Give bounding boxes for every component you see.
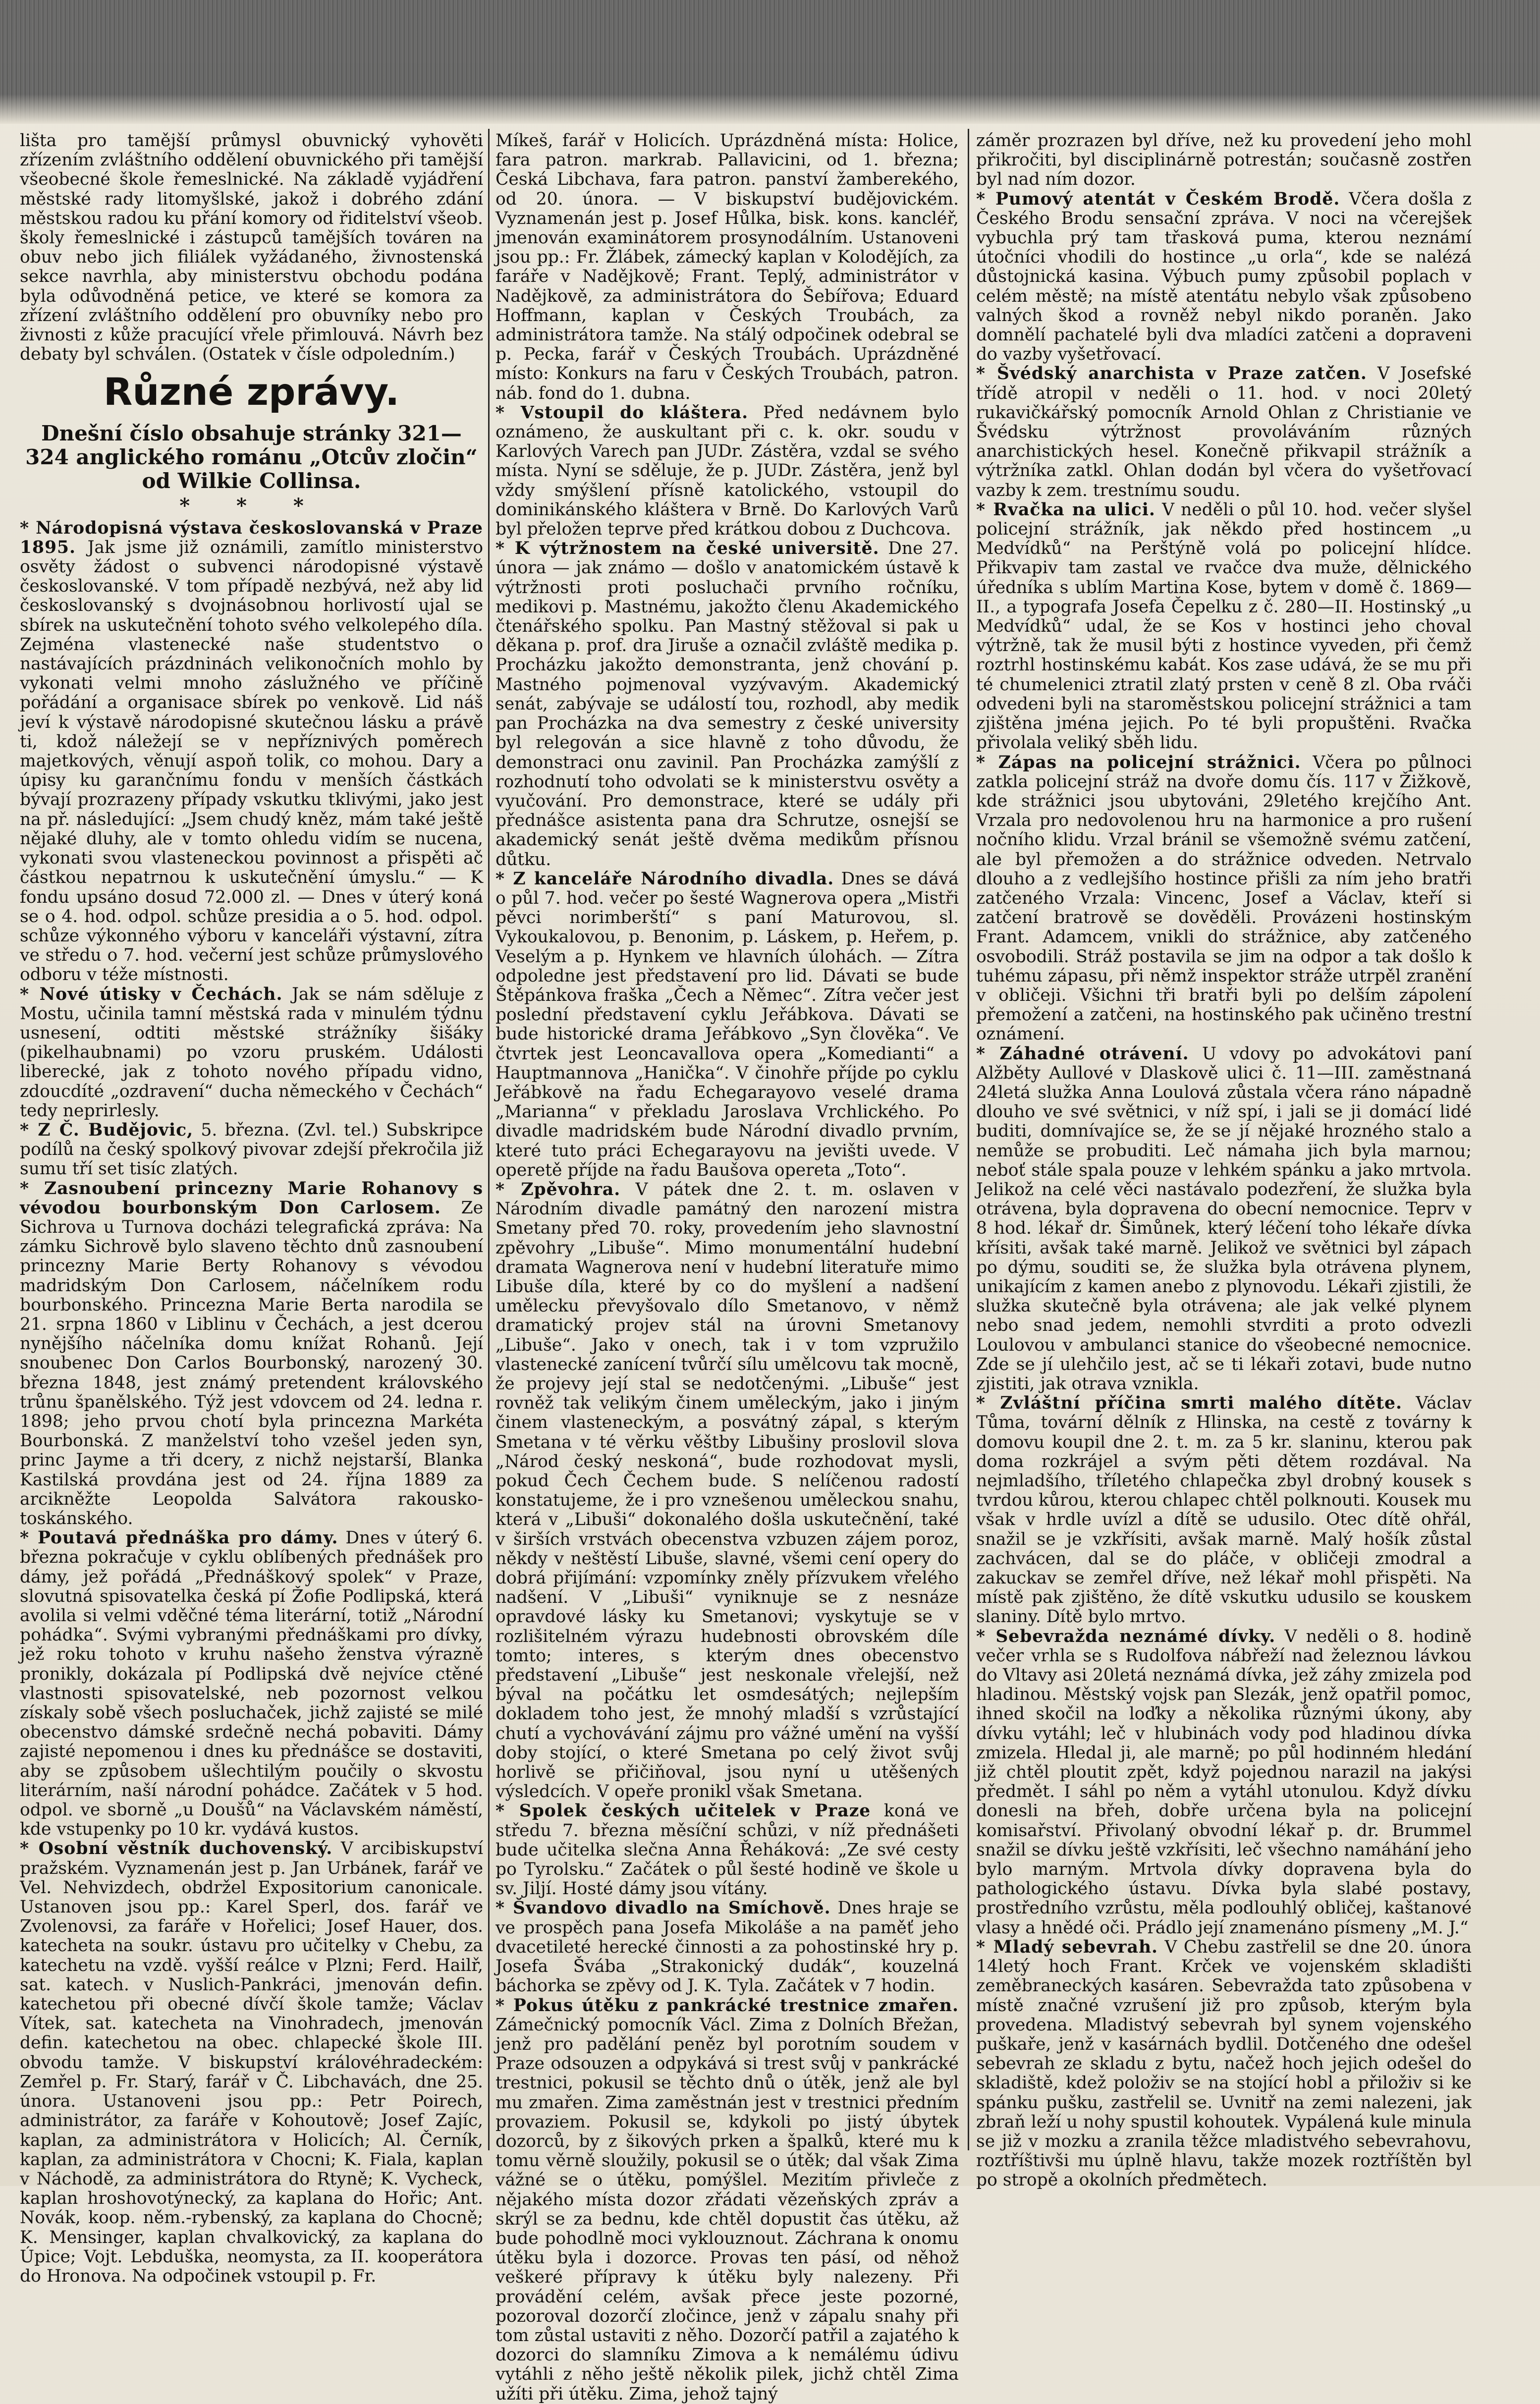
news-headline: * Rvačka na ulici.: [976, 499, 1155, 520]
news-headline: * Nové útisky v Čechách.: [20, 984, 283, 1004]
news-headline: * Z Č. Budějovic,: [20, 1120, 194, 1140]
news-paragraph: [976, 1938, 1472, 2190]
column-left: [20, 131, 483, 2286]
news-text: V arcibiskupství pražském. Vyznamenán jest p. Jan Urbánek, farář ve Vel. Nehvizdech, obdržel Expositorium canonicale. Ustanoven jsou pp.: Karel Sperl, dos. farář ve Zvolenovsi, za faráře v Hořelici; Josef Hauer, dos. katecheta na soukr. ústavu pro učitelky v Chebu, za katechetu na vzdě. vyšší reálce v Plzni; Ferd. Hailř, sat. katech. v Nuslich-Pankráci, jmenován defin. katechetou při obecné dívčí škole tamže; Václav Vítek, sat. katecheta na Vinohradech, jmenován defin. katechetou na obec. chlapecké škole III. obvodu tamže. V biskupství královéhradeckém: Zemřel p. Fr. Starý, farář v Č. Libchavách, dne 25. února. Ustanoveni jsou pp.: Petr Poirech, administrátor, za faráře v Kohoutově; Josef Zajíc, kaplan, za administrátora v Holicích; Al. Černík, kaplan, za administrátora v Chocni; K. Fiala, kaplan v Náchodě, za administrátora do Rtyně; K. Vycheck, kaplan hroshovotýnecký, za kaplana do Hořic; Ant. Novák, koop. něm.-rybenský, za kaplana do Chocně; K. Mensinger, kaplan chvalkovický, za kaplana do Úpice; Vojt. Lebduška, neomysta, za II. kooperátora do Hronova. Na odpočinek vstoupil p. Fr.: [20, 1839, 483, 2286]
news-headline: * Zasnoubení princezny Marie Rohanovy s vévodou bourbonským Don Carlosem.: [20, 1178, 483, 1218]
column-rule: [968, 129, 969, 2150]
news-paragraph: [976, 753, 1472, 1044]
news-text: záměr prozrazen byl dříve, než ku provedení jeho mohl přikročiti, byl disciplinárně potrestán; současně zostřen byl nad ním dozor.: [976, 131, 1472, 190]
news-headline: * Národopisná výstava českoslovanská v Praze 1895.: [20, 518, 483, 557]
news-paragraph: [495, 131, 959, 403]
news-text: Zámečnický pomocník Václ. Zima z Dolních Břežan, jenž pro padělání peněz byl porotním soudem v Praze odsouzen a odpykává si trest svůj v pankrácké trestnici, pokusil se těchto dnů o útěk, jenž ale byl mu zmařen. Zima zaměstnán jest v trestnici předním provaziem. Pokusil se, kdykoli po jistý úbytek dozorců, by z šikových prken a špalků, které mu k tomu věrně sloužily, pokusil se o útěk; dal však Zima vážné se o útěku, pomýšlel. Mezitím přivleče z nějakého místa dozor zřádati vězeňských zpráv a skrýl se za bednu, kde chtěl dopustit čas útěku, až bude pohodlně moci vyklouznout. Záchrana k onomu útěku byla i dozorce. Provas ten pásí, od něhož veškeré přípravy k útěku byly nalezeny. Při provádění celém, avšak přece jeste pozorné, pozoroval dozorčí zločince, jenž v zápalu snahy při tom zůstal ustaviti z něho. Dozorčí patřil a zajatého k dozorci do slamníku Zimova a k nemálému údivu vytáhli z něho ještě několik pilek, jichž chtěl Zima užíti při útěku. Zima, jehož tajný: [495, 2015, 959, 2404]
news-paragraph: [20, 1529, 483, 1839]
news-paragraph: [20, 519, 483, 985]
news-paragraph: [20, 1839, 483, 2286]
news-text: U vdovy po advokátovi paní Alžběty Aullové v Dlaskově ulici č. 11—III. zaměstnaná 24letá služka Anna Loulová zůstala včera ráno nápadně dlouho ve své světnici, v níž spí, i jali se ji domácí lidé buditi, domnívajíce se, že se jí nějaké hrozného stalo a nemůže se probuditi. Leč námaha jich byla marnou; neboť stále spala pouze v lehkém spánku a jako mrtvola. Jelikož na celé věci nastávalo podezření, že služka byla otrávena, byla dopravena do obecní nemocnice. Teprv v 8 hod. lékař dr. Šimůnek, který léčení toho lékaře dívka křísiti, avšak také marně. Jelikož ve světnici byl zápach po dýmu, souditi se, že služka byla otrávena plynem, unikajícím z kamen anebo z plynovodu. Lékaři zjistili, že služka skutečně byla otrávena; ale jak velké plynem nebo snad jedem, nemohli stvrditi a proto odvezli Loulovou v ambulanci stanice do všeobecné nemocnice. Zde se jí ulehčilo jest, ač se ti lékaři zotavi, bude nutno zjistiti, jak otrava vznikla.: [976, 1043, 1472, 1394]
news-text: Včera po půlnoci zatkla policejní stráž na dvoře domu čís. 117 v Žižkově, kde strážnici jsou ubytováni, 29letého krejčího Ant. Vrzala pro nedovolenou hru na harmonice a pro rušení nočního klidu. Vrzal bránil se všemožně svému zatčení, ale byl přemožen a do strážnice odveden. Netrvalo dlouho a z vedlejšího hostince přišli za ním jeho bratři zatčeného Vrzala: Vincenc, Josef a Václav, kteří si zatčení bratrově se dověděli. Provázeni hostinským Frant. Adamcem, vnikli do strážnice, aby zatčeného osvobodili. Stráž postavila se jim na odpor a tak došlo k tuhému zápasu, při němž inspektor stráže utrpěl zranění v obličeji. Všichni tři bratři byli po delším zápolení přemožení a zatčeni, na hostinského pak učiněno trestní oznámení.: [976, 752, 1472, 1044]
news-text: 5. března. (Zvl. tel.) Subskripce podílů na český spolkový pivovar zdejší překročila již sumu tří set tisíc zlatých.: [20, 1120, 483, 1179]
news-text: Dnes se dává o půl 7. hod. večer po šesté Wagnerova opera „Mistři pěvci norimberští“ s paní Maturovou, sl. Vykoukalovou, p. Benonim, p. Láskem, p. Heřem, p. Veselým a p. Hynkem ve hlavních úlohách. — Zítra odpoledne jest představení pro lid. Dávati se bude Štěpánkova fraška „Čech a Němec“. Zítra večer jest poslední představení cyklu Jeřábkova. Dávati se bude historické drama Jeřábkovo „Syn člověka“. Ve čtvrtek jest Leoncavallova opera „Komedianti“ a Hauptmannova „Hanička“. V činohře příjde po cyklu Jeřábkově na řadu Echegarayovo veselé drama „Marianna“ v překladu Jaroslava Vrchlického. Po divadle madridském bude Národní divadlo prvním, které tuto práci Echegarayovu na jevišti uvede. V operetě příjde na řadu Baušova opereta „Toto“.: [495, 869, 959, 1180]
news-paragraph: [976, 1627, 1472, 1938]
section-heading: Různé zprávy.: [103, 370, 400, 414]
news-text: V neděli o 8. hodině večer vrhla se s Rudolfova nábřeží nad železnou lávkou do Vltavy asi 20letá neznámá dívka, jež záhy zmizela pod hladinou. Městský vojsk pan Slezák, jenž opatřil pomoc, ihned skočil na loďky a několika různými úkony, aby dívku vytáhl; leč v hlubinách vody pod hladinou dívka zmizela. Hledal ji, ale marně; po půl hodinném hledání již chtěl ploutit zpět, když pojednou narazil na jakýsi předmět. I sáhl po něm a vytáhl utonulou. Když dívku donesli na břeh, dobře určena byla na policejní komisařství. Přivolaný obvodní lékař p. dr. Brummel snažil se dívku ještě vzkřísiti, leč všechno namáhání jeho bylo marným. Mrtvola dívky dopravena byla do pathologického ústavu. Dívka byla slabé postavy, prostředního vzrůstu, měla podlouhlý obličej, kaštanové vlasy a hnědé oči. Prádlo její znamenáno písmeny „M. J.“: [976, 1626, 1472, 1938]
news-headline: * Zápas na policejní strážnici.: [976, 752, 1301, 772]
news-text: Včera došla z Českého Brodu sensační zpráva. V noci na včerejšek vybuchla prý tam třasková puma, kterou neznámí útočníci vhodili do hostince „u orla“, kde se nalézá důstojnická kasina. Výbuch pumy způsobil poplach v celém městě; na místě atentátu nebylo však způsobeno valných škod a rovněž nebyl nikdo poraněn. Jako domnělí pachatelé byli dva mladíci zatčeni a dopraveni do vazby vyšetřovací.: [976, 189, 1472, 365]
news-text: V Josefské třídě atropil v neděli o 11. hod. v noci 20letý rukavičkářský pomocník Arnold Ohlan z Christianie ve Švédsku výtržnost provoláváním různých anarchistických hesel. Konečně přikvapil strážník a výtržníka zatkl. Ohlan dodán byl včera do vyšetřovací vazby k zem. trestnímu soudu.: [976, 364, 1472, 500]
news-text: Václav Tůma, tovární dělník z Hlinska, na cestě z továrny k domovu koupil dne 2. t. m. za 5 kr. slaninu, kterou pak doma rozkrájel a svým pěti dětem rozdával. Na nejmladšího, tříletého chlapečka zbyl drobný kousek s tvrdou kůrou, kterou chlapec chtěl polknouti. Kousek mu však v hrdle uvízl a dítě se udusilo. Otec dítě ohřál, snažil se je vzkřísiti, avšak marně. Malý hošík zůstal zachvácen, dal se do pláče, v obličeji zmodral a zakuckav se zemřel dříve, než lékař mohl přispěti. Na místě pak zjištěno, že dítě vskutku udusilo se kouskem slaniny. Dítě bylo mrtvo.: [976, 1393, 1472, 1627]
news-text: V Chebu zastřelil se dne 20. února 14letý hoch Frant. Krček ve vojenském skladišti zeměbraneckých kasáren. Sebevražda tato způsobena v místě značné vzrušení již pro způsob, kterým byla provedena. Mladistvý sebevrah byl synem vojenského puškaře, jenž v kasárnách bydlil. Dotčeného dne odešel sebevrah ze skladu z bytu, načež hoch jejich odešel do skladiště, kdež položiv se na stojící hobl a přiloživ si ke spánku pušku, zastřelil se. Uvnitř na zemi nalezeni, jak zbraň leží u nohy spustil kohoutek. Vypálená kule minula se již v mozku a zranila těžce mladistvého sebevrahovu, roztříštivši mu úplně hlavu, takže mozek roztříštěn byl po stropě a okolních předmětech.: [976, 1937, 1472, 2190]
column-middle: [495, 131, 959, 2404]
news-headline: * Mladý sebevrah.: [976, 1937, 1158, 1957]
news-text: V pátek dne 2. t. m. oslaven v Národním divadle památný den narození mistra Smetany před 70. roky, provedením jeho slavnostní zpěvohry „Libuše“. Mimo monumentální hudební dramata Wagnerova není v hudební literatuře mimo Libuše díla, které by co do myšlení a nadšení umělecku převyšovalo dílo Smetanovo, v němž dramatický projev stál na úrovni Smetanovy „Libuše“. Jako v onech, tak i v tom vzpružilo vlastenecké zanícení tvůrčí sílu umělcovu tak mocně, že projevy její stal se nedotčenými. „Libuše“ jest rovněž tak velikým činem uměleckým, jako i jiným činem vlasteneckým, a posvátný zápal, s kterým Smetana v té věrku věštby Libušiny proslovil slova „Národ český neskoná“, bude rozhodovat mysli, pokud Čech Čechem bude. S nelíčenou radostí konstatujeme, že i pro vznešenou uměleckou snahu, která v „Libuši“ dokonalého došla uskutečnění, také v širších vrstvách obecenstva vzbuzen zájem poroz, někdy v neštěstí Libuše, slavné, všemi cení opery do dobrá přijímání: vzpomínky zněly přízvukem vřelého nadšení. V „Libuši“ vyniknuje se z nesnáze opravdové lásky ku Smetanovi; vyskytuje se v rozlišitelném výrazu hudebnosti obrovském díle tomto; interes, s kterým dnes obecenstvo představení „Libuše“ jest neskonale vřelejší, než býval na počátku let osmdesátých; nejlepším dokladem toho jest, že mnohý mladší s vzrůstající chutí a vychovávání zájmu pro vážné umění na vyšší doby stojící, o které Smetana po celý život svůj horlivě se přičiňoval, jsou nyní u utěšených výsledcích. V opeře pronikl však Smetana.: [495, 1179, 959, 1802]
news-text: Jak jsme již oznámili, zamítlo ministerstvo osvěty žádost o subvenci národopisné výstavě českoslovanské. V tom případě nezbývá, než aby lid českoslovanský s dvojnásobnou horlivostí ujal se sbírek na uskutečnění tohoto svého velkolepého díla. Zejména vlastenecké naše studentstvo o nastávajících prázdninách velikonočních mohlo by vykonati velmi mnoho záslužného ve příčině pořádání a organisace sbírek po venkově. Lid náš jeví k výstavě národopisné skutečnou lásku a právě ti, kdož náležejí se v nepříznivých poměrech majetkových, věnují aspoň tolik, co mohou. Dary a úpisy ku garančnímu fondu v menších částkách bývají prozrazeny případy vskutku tklivými, jako jest na př. následující: „Jsem chudý kněz, mám také ještě nějaké dluhy, ale v tomto ohledu vidím se nucena, vykonati svou vlasteneckou povinnost a přispěti ač částkou nepatrnou k uskutečnění úmyslu.“ — K fondu upsáno dosud 72.000 zl. — Dnes v úterý koná se o 4. hod. odpol. schůze presidia a o 5. hod. odpol. schůze výkonného výboru v kanceláři výstavní, zítra ve středu o 7. hod. večerní jest schůze průmyslového odboru v téže místnosti.: [20, 537, 483, 985]
news-paragraph: [976, 131, 1472, 190]
news-headline: * Švédský anarchista v Praze zatčen.: [976, 364, 1367, 384]
news-headline: * Spolek českých učitelek v Praze: [495, 1801, 871, 1821]
news-text: Dnes v úterý 6. března pokračuje v cyklu oblíbených přednášek pro dámy, jež pořádá „Přednáškový spolek“ v Praze, slovutná spisovatelka česká pí Žofie Podlipská, která avolila si velmi vděčné téma literární, totiž „Národní pohádka“. Svými vybranými přednáškami pro dívky, jež roku tohoto v kruhu našeho ženstva výrazně pronikly, dokázala pí Podlipská dvě nejvíce ctěné vlastnosti spisovatelské, neb pozornost velkou získaly sobě všech posluchaček, jichž zajisté se milé obecenstvo dámské srdečně nechá pobaviti. Dámy zajisté nepomenou i dnes ku přednášce se dostaviti, aby se způsobem ušlechtilým poučily o skvostu literárním, naší národní pohádce. Začátek v 5 hod. odpol. ve sborně „u Doušů“ na Václavském náměstí, kde vstupenky po 10 kr. vydává kustos.: [20, 1528, 483, 1840]
news-paragraph: [20, 1121, 483, 1179]
news-text: Míkeš, farář v Holicích. Uprázdněná místa: Holice, fara patron. markrab. Pallavicini, od 1. března; Česká Libchava, fara patron. panství žamberekého, od 20. února. — V biskupství budějovickém. Vyznamenán jest p. Josef Hůlka, bisk. kons. kancléř, jmenován examinátorem prosynodálním. Ustanoveni jsou pp.: Fr. Žlábek, zámecký kaplan v Kolodějích, za faráře v Nadějkově; Frant. Teplý, administrátor v Nadějkově, za administrátora do Šebířova; Eduard Hoffmann, kaplan v Českých Troubách, za administrátora tamže. Na stálý odpočinek odebral se p. Pecka, farář v Českých Troubách. Uprázdněné místo: Konkurs na faru v Českých Troubách, patron. náb. fond do 1. dubna.: [495, 131, 959, 403]
news-paragraph: [976, 190, 1472, 365]
news-text: V neděli o půl 10. hod. večer slyšel policejní strážník, jak někdo před hostincem „u Medvídků“ na Perštýně volá po policejní hlídce. Přikvapiv tam zastal ve rvačce dva muže, dělnického úředníka s ublím Martina Kose, bytem v domě č. 1869—II., a typografa Josefa Čepelku z č. 280—II. Hostinský „u Medvídků“ udal, že se Kos v hostinci jeho choval výtržně, tak že musil býti z hostince vyveden, při čemž roztrhl hostinskému kabát. Kos zase udává, že se mu při té chumelenici ztratil zlatý prsten v ceně 8 zl. Oba rváči odvedeni byli na staroměstskou policejní strážnici a tam zjištěna jména jejich. Po té byli propuštěni. Rvačka přivolala veliký sběh lidu.: [976, 499, 1472, 753]
news-text: lišta pro tamější průmysl obuvnický vyhověti zřízením zvláštního oddělení obuvnického při tamější všeobecné škole řemeslnické. Na základě vyjádření městské rady litomyšlské, jakož i dobrého zdání městskou radou ku přání komory od řiditelství všeob. školy řemeslnické i zástupců tamějších továren na obuv nebo jich filiálek vyžádaného, živnostenská sekce navrhla, aby ministerstvu obchodu podána byla odůvodněná petice, ve které se komora za zřízení zvláštního oddělení pro obuvníky nebo pro živnosti z kůže pracující vřele přimlouvá. Návrh bez debaty byl schválen. (Ostatek v čísle odpoledním.): [20, 131, 483, 365]
news-headline: * Osobní věstník duchovenský.: [20, 1839, 333, 1859]
news-paragraph: [495, 403, 959, 539]
news-paragraph: [976, 1394, 1472, 1627]
intro-note: Dnešní číslo obsahuje stránky 321—324 anglického románu „Otcův zločin“ od Wilkie Collinsa.: [25, 421, 478, 493]
news-paragraph: [976, 364, 1472, 500]
news-paragraph: [495, 1180, 959, 1802]
news-headline: * Pumový atentát v Českém Brodě.: [976, 189, 1340, 209]
separator-stars: * * *: [179, 494, 324, 518]
news-paragraph: [495, 1802, 959, 1899]
news-paragraph: [495, 870, 959, 1180]
news-headline: * Zvláštní příčina smrti malého dítěte.: [976, 1393, 1402, 1414]
news-paragraph: [20, 985, 483, 1121]
news-headline: * Švandovo divadlo na Smíchově.: [495, 1898, 831, 1918]
news-headline: * K výtržnostem na české universitě.: [495, 539, 880, 559]
news-headline: * Pokus útěku z pankrácké trestnice zmařen.: [495, 1995, 959, 2016]
column-right: [976, 131, 1472, 2190]
news-paragraph: [976, 500, 1472, 753]
news-text: Ze Sichrova u Turnova docházi telegrafická zpráva: Na zámku Sichrově bylo slaveno těchto dnů zasnoubení princezny Marie Berty Rohanovy s vévodou madridským Don Carlosem, náčelníkem rodu bourbonského. Princezna Marie Berta narodila se 21. srpna 1860 v Liblinu v Čechách, a jest dcerou nynějšího náčelníka domu knížat Rohanů. Její snoubenec Don Carlos Bourbonský, narozený 30. března 1848, jest známý pretendent královského trůnu španělského. Týž jest vdovcem od 24. ledna r. 1898; jeho prvou chotí byla princezna Markéta Bourbonská. Z manželství toho vzešel jeden syn, princ Jayme a tři dcery, z nichž nejstarší, Blanka Kastilská provdána jest od 24. října 1889 za arcikněžte Leopolda Salvátora rakousko-toskánského.: [20, 1198, 483, 1529]
news-headline: * Zpěvohra.: [495, 1179, 621, 1200]
news-text: Dnes hraje se ve prospěch pana Josefa Mikoláše a na paměť jeho dvacetileté herecké činnosti a za pohostinské hry p. Josefa Švába „Strakonický dudák“, kouzelná báchorka se zpěvy od J. K. Tyla. Začátek v 7 hodin.: [495, 1898, 959, 1996]
scanned-top-edge: [0, 0, 1540, 124]
news-paragraph: [20, 131, 483, 364]
news-headline: * Vstoupil do kláštera.: [495, 402, 749, 423]
news-headline: * Z kanceláře Národního divadla.: [495, 869, 834, 889]
news-headline: * Sebevražda neznámé dívky.: [976, 1626, 1276, 1646]
column-rule: [488, 129, 490, 2150]
news-text: Před nedávnem bylo oznámeno, že auskultant při c. k. okr. soudu v Karlových Varech pan JUDr. Zástěra, vzdal se svého místa. Nyní se sděluje, že p. JUDr. Zástěra, jenž byl vždy smýšlení přísně katolického, vstoupil do dominikánského kláštera v Brně. Do Karlových Varů byl přeložen teprve před krátkou dobou z Duchcova.: [495, 402, 959, 540]
news-text: Jak se nám sděluje z Mostu, učinila tamní městská rada v minulém týdnu usnesení, odtiti městské strážníky šišáky (pikelhaubnami) po vzoru pruském. Události liberecké, jak z tohoto nového případu vidno, zdoucdíté „ozdravení“ ducha německého v Čechách“ tedy neprirlesly.: [20, 984, 483, 1121]
news-paragraph: [495, 1899, 959, 1996]
news-paragraph: [976, 1044, 1472, 1394]
news-paragraph: [495, 1996, 959, 2404]
news-text: Dne 27. února — jak známo — došlo v anatomickém ústavě k výtržnosti proti posluchači prvního ročníku, medikovi p. Mastnému, jakožto členu Akademického čtenářského spolku. Pan Mastný stěžoval si pak u děkana p. prof. dra Jiruše a označil zvláště medika p. Procházku jakožto demonstranta, jenž chování p. Mastného pojmenoval vyzývavým. Akademický senát, zabývaje se událostí tou, rozhodl, aby medik pan Procházka na dva semestry z české university byl relegován a sice hlavně z toho důvodu, že demonstraci onu zavinil. Pan Procházka zamýšlí z rozhodnutí toho odvolati se k ministerstvu osvěty a vyučování. Pro demonstrace, které se udály při přednášce asistenta pana dra Schrutze, osnejší se akademický senát ještě dvěma medikům přísnou důtku.: [495, 539, 959, 870]
news-paragraph: [20, 1179, 483, 1529]
news-text: koná ve středu 7. března měsíční schůzi, v níž přednášeti bude učitelka slečna Anna Řeháková: „Ze své cesty po Tyrolsku.“ Začátek o půl šesté hodině ve škole u sv. Jiljí. Hosté dámy jsou vítány.: [495, 1801, 959, 1899]
news-paragraph: [495, 539, 959, 869]
news-headline: * Záhadné otrávení.: [976, 1043, 1189, 1064]
news-headline: * Poutavá přednáška pro dámy.: [20, 1528, 338, 1548]
